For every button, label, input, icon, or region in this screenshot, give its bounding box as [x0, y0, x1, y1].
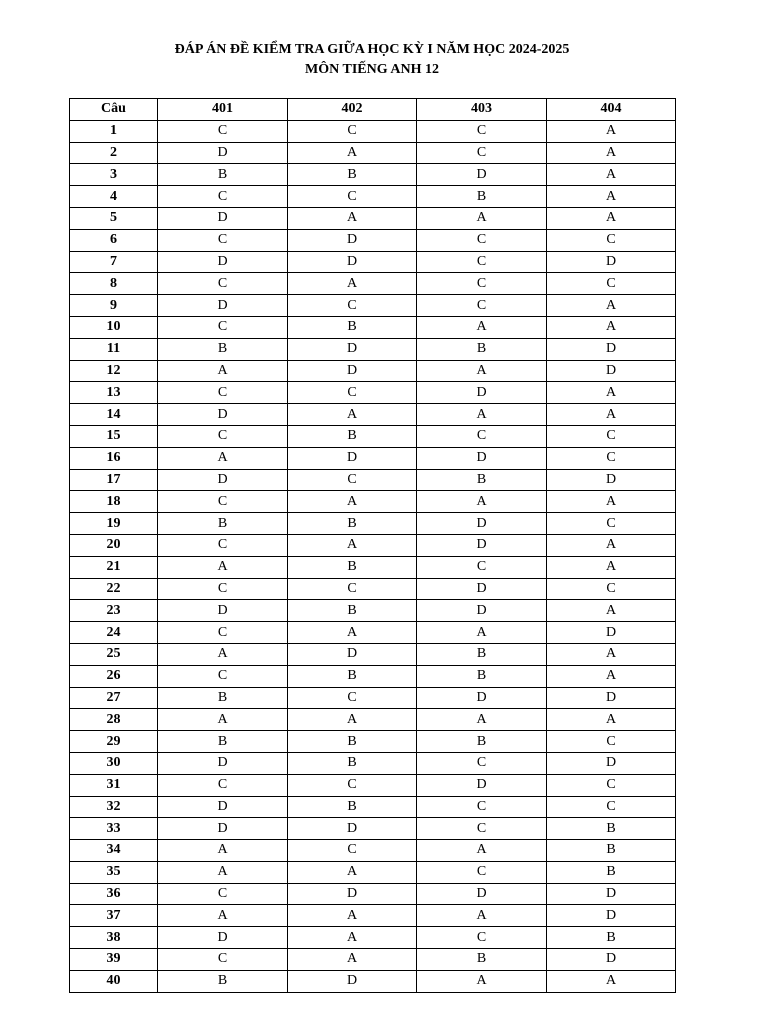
answer-cell: C: [547, 796, 676, 818]
answer-cell: C: [158, 120, 288, 142]
answer-cell: B: [288, 556, 417, 578]
answer-cell: A: [288, 491, 417, 513]
question-number-cell: 9: [70, 295, 158, 317]
table-row: [70, 404, 676, 426]
question-number-cell: 7: [70, 251, 158, 273]
answer-cell: A: [547, 316, 676, 338]
answer-cell: B: [158, 687, 288, 709]
question-number-cell: 11: [70, 338, 158, 360]
answer-cell: B: [417, 338, 547, 360]
question-number-cell: 20: [70, 534, 158, 556]
question-number-cell: 12: [70, 360, 158, 382]
table-row: [70, 949, 676, 971]
answer-cell: A: [547, 186, 676, 208]
answer-cell: B: [288, 665, 417, 687]
answer-cell: D: [417, 164, 547, 186]
table-row: [70, 534, 676, 556]
answer-cell: A: [158, 447, 288, 469]
answer-cell: A: [547, 295, 676, 317]
answer-cell: D: [288, 360, 417, 382]
answer-cell: C: [158, 534, 288, 556]
table-row: [70, 665, 676, 687]
question-number-cell: 19: [70, 513, 158, 535]
answer-cell: D: [158, 295, 288, 317]
answer-cell: D: [288, 883, 417, 905]
document-header: [0, 40, 744, 80]
answer-cell: C: [547, 774, 676, 796]
answer-cell: A: [417, 970, 547, 992]
answer-cell: B: [288, 164, 417, 186]
answer-cell: B: [288, 796, 417, 818]
answer-cell: A: [288, 861, 417, 883]
column-header-code: 402: [288, 99, 417, 121]
answer-cell: A: [547, 665, 676, 687]
answer-cell: B: [417, 731, 547, 753]
question-number-cell: 28: [70, 709, 158, 731]
table-row: [70, 251, 676, 273]
table-row: [70, 513, 676, 535]
answer-key-table: [69, 98, 676, 993]
answer-cell: A: [288, 709, 417, 731]
question-number-cell: 35: [70, 861, 158, 883]
answer-cell: C: [417, 251, 547, 273]
answer-cell: C: [547, 229, 676, 251]
question-number-cell: 29: [70, 731, 158, 753]
answer-cell: C: [417, 273, 547, 295]
answer-key-header: [70, 99, 676, 121]
answer-cell: A: [158, 840, 288, 862]
table-row: [70, 643, 676, 665]
table-row: [70, 840, 676, 862]
document-subtitle: MÔN TIẾNG ANH 12: [305, 62, 439, 77]
answer-cell: D: [158, 927, 288, 949]
answer-cell: A: [547, 556, 676, 578]
answer-cell: D: [547, 752, 676, 774]
answer-cell: A: [547, 164, 676, 186]
answer-cell: B: [417, 665, 547, 687]
document-title: ĐÁP ÁN ĐỀ KIỂM TRA GIỮA HỌC KỲ I NĂM HỌC 2024-2025: [174, 42, 570, 57]
answer-cell: D: [417, 883, 547, 905]
question-number-cell: 18: [70, 491, 158, 513]
answer-cell: D: [417, 447, 547, 469]
answer-cell: C: [158, 186, 288, 208]
table-row: [70, 360, 676, 382]
answer-cell: B: [288, 425, 417, 447]
answer-cell: A: [417, 491, 547, 513]
question-number-cell: 5: [70, 207, 158, 229]
answer-cell: C: [288, 469, 417, 491]
table-row: [70, 491, 676, 513]
answer-cell: C: [288, 687, 417, 709]
answer-cell: D: [288, 338, 417, 360]
table-row: [70, 425, 676, 447]
table-row: [70, 382, 676, 404]
table-row: [70, 709, 676, 731]
column-header-question: Câu: [70, 99, 158, 121]
answer-cell: B: [288, 316, 417, 338]
answer-cell: A: [288, 142, 417, 164]
answer-cell: A: [288, 273, 417, 295]
answer-cell: C: [288, 120, 417, 142]
answer-cell: D: [158, 752, 288, 774]
answer-cell: C: [158, 949, 288, 971]
answer-cell: D: [417, 513, 547, 535]
answer-cell: B: [158, 970, 288, 992]
question-number-cell: 27: [70, 687, 158, 709]
answer-cell: D: [158, 818, 288, 840]
answer-cell: A: [158, 360, 288, 382]
answer-cell: A: [417, 905, 547, 927]
table-row: [70, 556, 676, 578]
answer-cell: A: [158, 556, 288, 578]
table-row: [70, 731, 676, 753]
answer-cell: C: [417, 796, 547, 818]
table-row: [70, 338, 676, 360]
table-row: [70, 207, 676, 229]
answer-cell: D: [158, 142, 288, 164]
table-row: [70, 295, 676, 317]
table-row: [70, 186, 676, 208]
answer-cell: D: [547, 338, 676, 360]
answer-cell: A: [158, 643, 288, 665]
answer-cell: C: [158, 665, 288, 687]
table-row: [70, 469, 676, 491]
question-number-cell: 39: [70, 949, 158, 971]
question-number-cell: 13: [70, 382, 158, 404]
answer-key-body: [70, 120, 676, 992]
answer-cell: D: [547, 251, 676, 273]
answer-cell: A: [547, 970, 676, 992]
answer-cell: C: [547, 513, 676, 535]
answer-cell: D: [417, 534, 547, 556]
question-number-cell: 6: [70, 229, 158, 251]
answer-cell: C: [547, 578, 676, 600]
answer-cell: D: [288, 970, 417, 992]
question-number-cell: 22: [70, 578, 158, 600]
answer-cell: A: [547, 534, 676, 556]
table-row: [70, 818, 676, 840]
table-row: [70, 883, 676, 905]
answer-cell: C: [547, 425, 676, 447]
answer-cell: B: [158, 164, 288, 186]
header-row: [70, 99, 676, 121]
table-row: [70, 774, 676, 796]
answer-cell: D: [547, 949, 676, 971]
answer-cell: C: [158, 229, 288, 251]
answer-cell: A: [547, 207, 676, 229]
table-row: [70, 861, 676, 883]
question-number-cell: 37: [70, 905, 158, 927]
answer-cell: A: [288, 905, 417, 927]
answer-cell: D: [547, 905, 676, 927]
question-number-cell: 40: [70, 970, 158, 992]
question-number-cell: 1: [70, 120, 158, 142]
answer-cell: B: [158, 338, 288, 360]
question-number-cell: 4: [70, 186, 158, 208]
question-number-cell: 16: [70, 447, 158, 469]
answer-cell: A: [417, 622, 547, 644]
answer-cell: B: [288, 731, 417, 753]
table-row: [70, 447, 676, 469]
answer-cell: C: [547, 447, 676, 469]
answer-cell: B: [547, 840, 676, 862]
answer-cell: D: [288, 251, 417, 273]
answer-cell: C: [288, 382, 417, 404]
answer-cell: C: [158, 491, 288, 513]
answer-cell: A: [288, 927, 417, 949]
answer-cell: D: [288, 818, 417, 840]
answer-cell: C: [158, 382, 288, 404]
answer-cell: C: [158, 273, 288, 295]
answer-cell: A: [288, 534, 417, 556]
question-number-cell: 33: [70, 818, 158, 840]
answer-cell: D: [288, 229, 417, 251]
answer-cell: A: [547, 404, 676, 426]
answer-cell: B: [547, 818, 676, 840]
answer-cell: A: [547, 491, 676, 513]
table-row: [70, 970, 676, 992]
answer-cell: A: [547, 142, 676, 164]
answer-cell: C: [158, 774, 288, 796]
answer-cell: B: [288, 513, 417, 535]
answer-cell: A: [417, 207, 547, 229]
answer-cell: A: [288, 949, 417, 971]
answer-cell: C: [417, 556, 547, 578]
question-number-cell: 26: [70, 665, 158, 687]
question-number-cell: 14: [70, 404, 158, 426]
column-header-code: 403: [417, 99, 547, 121]
answer-cell: C: [417, 861, 547, 883]
answer-cell: B: [417, 186, 547, 208]
table-row: [70, 273, 676, 295]
column-header-code: 401: [158, 99, 288, 121]
answer-cell: D: [158, 207, 288, 229]
answer-cell: C: [158, 883, 288, 905]
answer-cell: D: [288, 447, 417, 469]
answer-cell: C: [547, 273, 676, 295]
answer-cell: C: [288, 840, 417, 862]
table-row: [70, 905, 676, 927]
answer-cell: C: [417, 295, 547, 317]
answer-cell: C: [547, 731, 676, 753]
question-number-cell: 2: [70, 142, 158, 164]
question-number-cell: 15: [70, 425, 158, 447]
question-number-cell: 3: [70, 164, 158, 186]
question-number-cell: 21: [70, 556, 158, 578]
answer-cell: D: [158, 404, 288, 426]
answer-cell: D: [288, 643, 417, 665]
answer-cell: D: [158, 796, 288, 818]
answer-cell: B: [547, 861, 676, 883]
answer-cell: A: [547, 643, 676, 665]
table-row: [70, 752, 676, 774]
answer-cell: D: [417, 687, 547, 709]
question-number-cell: 8: [70, 273, 158, 295]
answer-cell: A: [288, 207, 417, 229]
table-row: [70, 622, 676, 644]
answer-cell: A: [547, 120, 676, 142]
table-row: [70, 927, 676, 949]
question-number-cell: 25: [70, 643, 158, 665]
answer-cell: B: [547, 927, 676, 949]
question-number-cell: 24: [70, 622, 158, 644]
table-row: [70, 142, 676, 164]
answer-cell: C: [288, 295, 417, 317]
answer-cell: C: [288, 578, 417, 600]
answer-cell: A: [158, 905, 288, 927]
answer-cell: D: [547, 687, 676, 709]
table-row: [70, 120, 676, 142]
answer-cell: C: [158, 316, 288, 338]
table-row: [70, 316, 676, 338]
answer-cell: C: [417, 229, 547, 251]
answer-cell: C: [417, 818, 547, 840]
answer-cell: A: [158, 709, 288, 731]
answer-cell: C: [158, 578, 288, 600]
answer-cell: D: [417, 774, 547, 796]
answer-cell: B: [158, 731, 288, 753]
table-row: [70, 687, 676, 709]
answer-cell: A: [417, 840, 547, 862]
table-row: [70, 796, 676, 818]
answer-cell: C: [417, 752, 547, 774]
answer-cell: A: [547, 382, 676, 404]
question-number-cell: 38: [70, 927, 158, 949]
answer-cell: A: [417, 709, 547, 731]
answer-cell: A: [288, 622, 417, 644]
answer-cell: A: [288, 404, 417, 426]
question-number-cell: 31: [70, 774, 158, 796]
table-row: [70, 600, 676, 622]
answer-cell: B: [158, 513, 288, 535]
answer-cell: A: [417, 360, 547, 382]
answer-cell: D: [547, 622, 676, 644]
answer-cell: C: [417, 120, 547, 142]
answer-cell: A: [547, 709, 676, 731]
answer-cell: B: [288, 600, 417, 622]
column-header-code: 404: [547, 99, 676, 121]
answer-cell: D: [158, 600, 288, 622]
answer-cell: D: [158, 251, 288, 273]
answer-cell: B: [417, 469, 547, 491]
table-row: [70, 229, 676, 251]
table-row: [70, 578, 676, 600]
question-number-cell: 10: [70, 316, 158, 338]
answer-cell: A: [547, 600, 676, 622]
answer-cell: C: [417, 142, 547, 164]
answer-cell: D: [547, 469, 676, 491]
answer-cell: C: [417, 425, 547, 447]
answer-cell: D: [417, 382, 547, 404]
question-number-cell: 36: [70, 883, 158, 905]
answer-cell: B: [417, 643, 547, 665]
answer-cell: A: [417, 404, 547, 426]
question-number-cell: 32: [70, 796, 158, 818]
answer-cell: D: [417, 578, 547, 600]
answer-cell: C: [158, 622, 288, 644]
question-number-cell: 23: [70, 600, 158, 622]
answer-cell: A: [417, 316, 547, 338]
answer-cell: A: [158, 861, 288, 883]
answer-cell: D: [547, 360, 676, 382]
answer-cell: D: [547, 883, 676, 905]
answer-cell: C: [288, 186, 417, 208]
answer-cell: C: [288, 774, 417, 796]
answer-cell: B: [288, 752, 417, 774]
table-row: [70, 164, 676, 186]
answer-cell: B: [417, 949, 547, 971]
question-number-cell: 17: [70, 469, 158, 491]
answer-cell: D: [417, 600, 547, 622]
answer-cell: C: [158, 425, 288, 447]
answer-cell: C: [417, 927, 547, 949]
question-number-cell: 34: [70, 840, 158, 862]
answer-cell: D: [158, 469, 288, 491]
question-number-cell: 30: [70, 752, 158, 774]
